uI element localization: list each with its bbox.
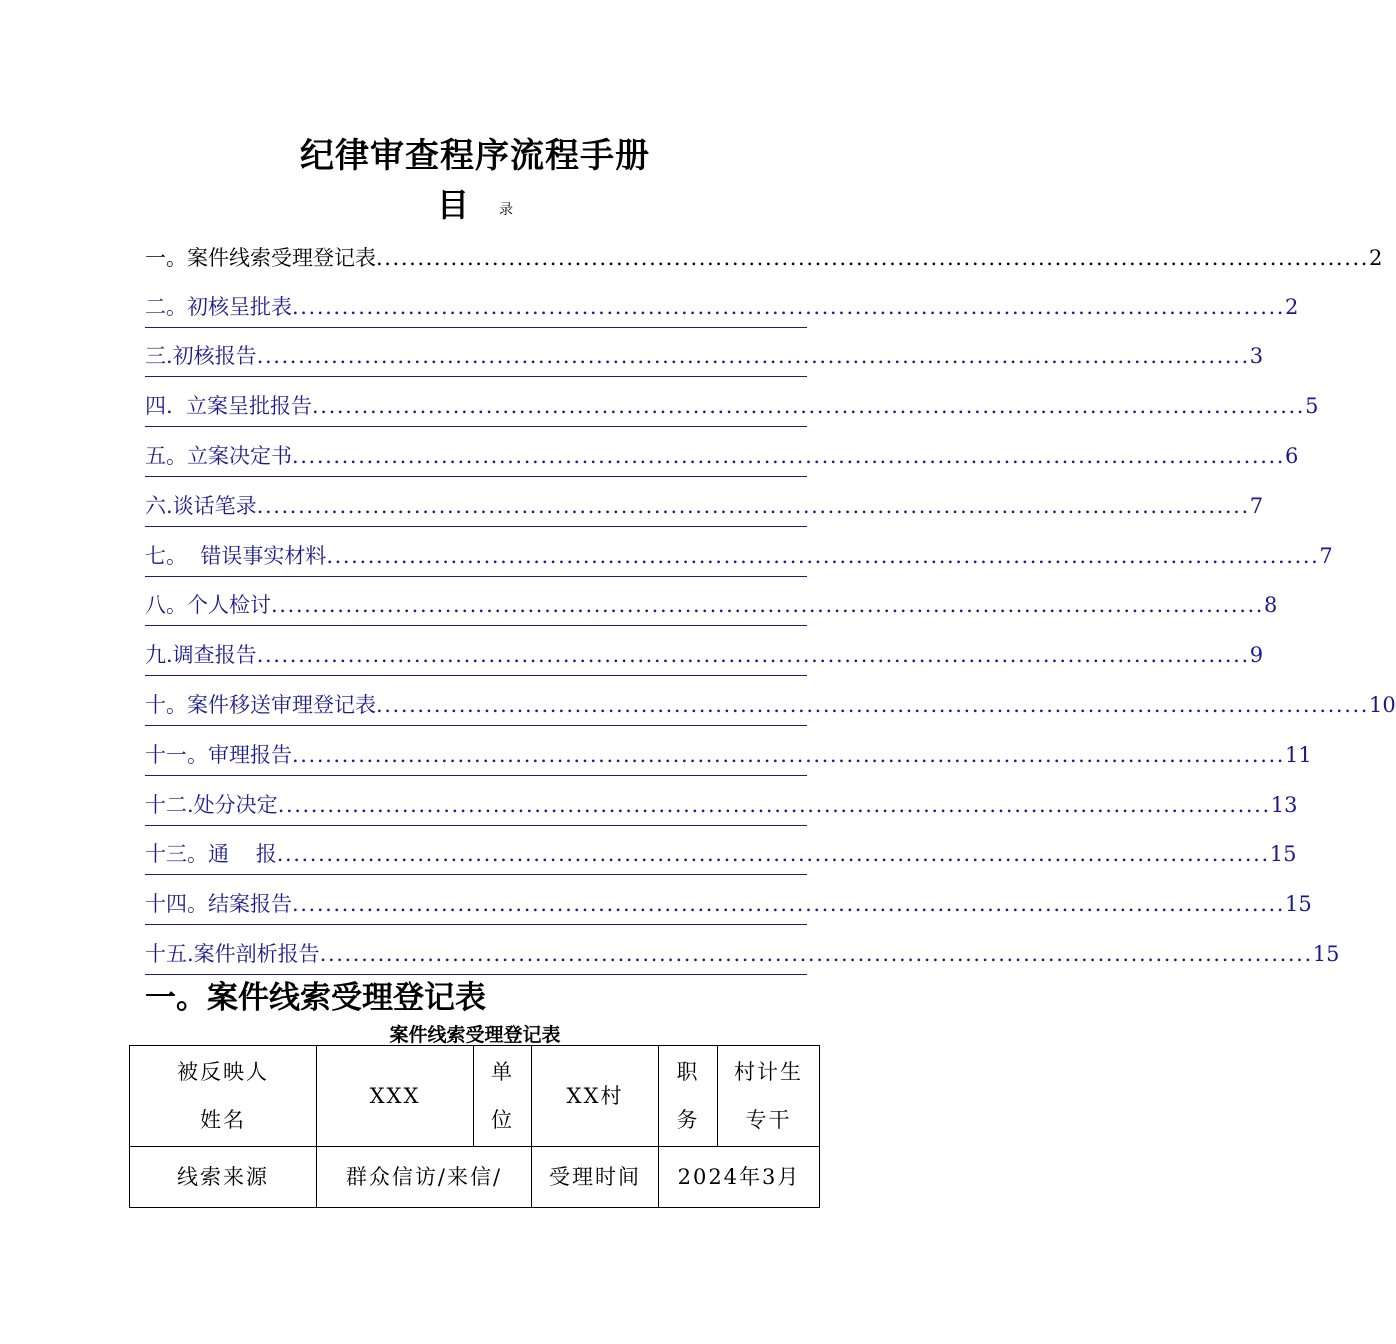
toc-entry-line bbox=[145, 637, 1264, 676]
position-value: 专干 bbox=[745, 1108, 792, 1132]
toc-entry[interactable] bbox=[145, 826, 1297, 876]
toc-entry-page: 2 bbox=[1369, 245, 1383, 270]
toc-entry-label: 五。立案决定书 bbox=[145, 443, 292, 468]
position-label-cell bbox=[659, 1046, 718, 1147]
toc-entry[interactable] bbox=[145, 676, 1396, 726]
toc-entry-label: 三.初核报告 bbox=[145, 344, 257, 369]
toc-entry-page: 13 bbox=[1270, 792, 1298, 817]
toc-entry-label: 十四。结案报告 bbox=[145, 892, 292, 917]
position-value: 村计生 bbox=[734, 1060, 803, 1084]
position-label: 务 bbox=[676, 1108, 700, 1132]
table-row bbox=[130, 1046, 820, 1147]
toc-entry-label: 十。案件移送审理登记表 bbox=[145, 692, 376, 717]
toc-leader-dots: ........................................................................................................................ bbox=[376, 692, 1370, 717]
unit-value-cell bbox=[532, 1046, 659, 1147]
toc-entry[interactable] bbox=[145, 626, 1264, 676]
toc-entry-label: 二。初核呈批表 bbox=[145, 294, 292, 319]
toc-entry[interactable] bbox=[145, 427, 1299, 477]
toc-entry-label: 九.调查报告 bbox=[145, 643, 257, 668]
toc-entry-line bbox=[145, 886, 1312, 925]
toc-entry-page: 6 bbox=[1285, 443, 1299, 468]
reported-person-name-cell bbox=[317, 1046, 474, 1147]
unit-label: 单 bbox=[491, 1060, 514, 1084]
document-title: 纪律审查程序流程手册 bbox=[300, 136, 650, 176]
toc-heading-sub: 录 bbox=[499, 202, 513, 218]
toc-entry-page: 8 bbox=[1264, 593, 1278, 618]
toc-heading-main: 目 bbox=[436, 186, 469, 224]
toc-entry-line bbox=[145, 587, 1278, 626]
toc-entry[interactable] bbox=[145, 377, 1319, 427]
table-row bbox=[130, 1147, 820, 1208]
toc-entry-page: 15 bbox=[1285, 892, 1312, 917]
toc-entry-line bbox=[145, 438, 1299, 477]
toc-entry-line bbox=[145, 289, 1299, 328]
toc-entry-label: 八。个人检讨 bbox=[145, 593, 271, 618]
source-label: 线索来源 bbox=[177, 1165, 269, 1189]
toc-entry-page: 2 bbox=[1285, 294, 1299, 319]
toc-entry-label: 一。案件线索受理登记表 bbox=[145, 245, 376, 270]
toc-entry-line bbox=[145, 936, 1340, 975]
toc-entry-line bbox=[145, 338, 1264, 377]
toc-entry-page: 7 bbox=[1249, 493, 1264, 518]
toc-entry-label: 十一。审理报告 bbox=[145, 742, 292, 767]
toc-entry[interactable] bbox=[145, 278, 1299, 328]
registration-table bbox=[129, 1045, 820, 1208]
toc-leader-dots: ........................................................................................................................ bbox=[376, 245, 1370, 270]
toc-leader-dots: ........................................................................................................................ bbox=[256, 493, 1250, 518]
toc-leader-dots: ........................................................................................................................ bbox=[292, 742, 1286, 767]
toc-entry-page: 11 bbox=[1285, 742, 1312, 767]
toc-entry-line bbox=[145, 240, 1383, 278]
toc-entry-label: 十三。通 报 bbox=[145, 842, 277, 867]
toc-entry-page: 15 bbox=[1312, 941, 1340, 966]
unit-label-cell bbox=[474, 1046, 532, 1147]
reported-person-label: 姓名 bbox=[200, 1108, 246, 1132]
source-value-cell bbox=[317, 1147, 532, 1208]
toc-entry-line bbox=[145, 538, 1333, 577]
position-value-cell bbox=[718, 1046, 820, 1147]
time-value: 2024年3月 bbox=[677, 1165, 801, 1189]
time-value-cell bbox=[659, 1147, 820, 1208]
time-label: 受理时间 bbox=[549, 1165, 641, 1189]
toc-entry[interactable] bbox=[145, 875, 1312, 925]
toc-entry[interactable] bbox=[145, 527, 1333, 577]
section-heading: 一。案件线索受理登记表 bbox=[145, 980, 486, 1016]
toc-entry-label: 六.谈话笔录 bbox=[145, 493, 257, 518]
toc-heading bbox=[0, 180, 950, 226]
toc-leader-dots: ........................................................................................................................ bbox=[292, 443, 1286, 468]
toc-entry bbox=[145, 228, 1383, 278]
toc-entry-label: 十五.案件剖析报告 bbox=[145, 941, 320, 966]
toc-entry-page: 10 bbox=[1369, 692, 1396, 717]
source-value: 群众信访/来信/ bbox=[345, 1165, 503, 1189]
position-label: 职 bbox=[676, 1060, 700, 1084]
toc-leader-dots: ........................................................................................................................ bbox=[277, 792, 1271, 817]
toc-entry[interactable] bbox=[145, 477, 1264, 527]
toc-leader-dots: ........................................................................................................................ bbox=[326, 543, 1320, 568]
toc-leader-dots: ........................................................................................................................ bbox=[292, 892, 1286, 917]
toc-entry[interactable] bbox=[145, 577, 1278, 627]
toc-leader-dots: ........................................................................................................................ bbox=[292, 294, 1286, 319]
toc-leader-dots: ........................................................................................................................ bbox=[256, 344, 1250, 369]
source-label-cell bbox=[130, 1147, 317, 1208]
time-label-cell bbox=[532, 1147, 659, 1208]
reported-person-label-cell bbox=[130, 1046, 317, 1147]
toc-leader-dots: ........................................................................................................................ bbox=[276, 842, 1270, 867]
toc-leader-dots: ........................................................................................................................ bbox=[256, 643, 1250, 668]
toc-entry-line bbox=[145, 836, 1297, 875]
toc-leader-dots: ........................................................................................................................ bbox=[319, 941, 1313, 966]
reported-person-name: XXX bbox=[369, 1084, 421, 1108]
toc-entry-line bbox=[145, 488, 1264, 527]
toc-leader-dots: ........................................................................................................................ bbox=[312, 394, 1306, 419]
table-of-contents bbox=[145, 228, 1396, 975]
unit-value: XX村 bbox=[566, 1084, 624, 1108]
toc-entry-page: 9 bbox=[1249, 643, 1264, 668]
toc-entry-line bbox=[145, 687, 1396, 726]
unit-label: 位 bbox=[491, 1108, 514, 1132]
toc-entry-label: 四. 立案呈批报告 bbox=[145, 394, 313, 419]
toc-entry-line bbox=[145, 388, 1319, 427]
toc-entry[interactable] bbox=[145, 328, 1264, 378]
toc-entry-label: 七。 错误事实材料 bbox=[145, 543, 327, 568]
toc-entry-label: 十二.处分决定 bbox=[145, 792, 278, 817]
toc-entry[interactable] bbox=[145, 925, 1340, 975]
toc-entry[interactable] bbox=[145, 776, 1298, 826]
table-caption: 案件线索受理登记表 bbox=[389, 1024, 561, 1046]
toc-entry[interactable] bbox=[145, 726, 1312, 776]
toc-leader-dots: ........................................................................................................................ bbox=[271, 593, 1265, 618]
toc-entry-line bbox=[145, 737, 1312, 776]
toc-entry-line bbox=[145, 787, 1298, 826]
toc-entry-page: 15 bbox=[1269, 842, 1297, 867]
toc-entry-page: 5 bbox=[1305, 394, 1319, 419]
reported-person-label: 被反映人 bbox=[177, 1060, 269, 1084]
toc-entry-page: 7 bbox=[1319, 543, 1333, 568]
toc-entry-page: 3 bbox=[1249, 344, 1264, 369]
